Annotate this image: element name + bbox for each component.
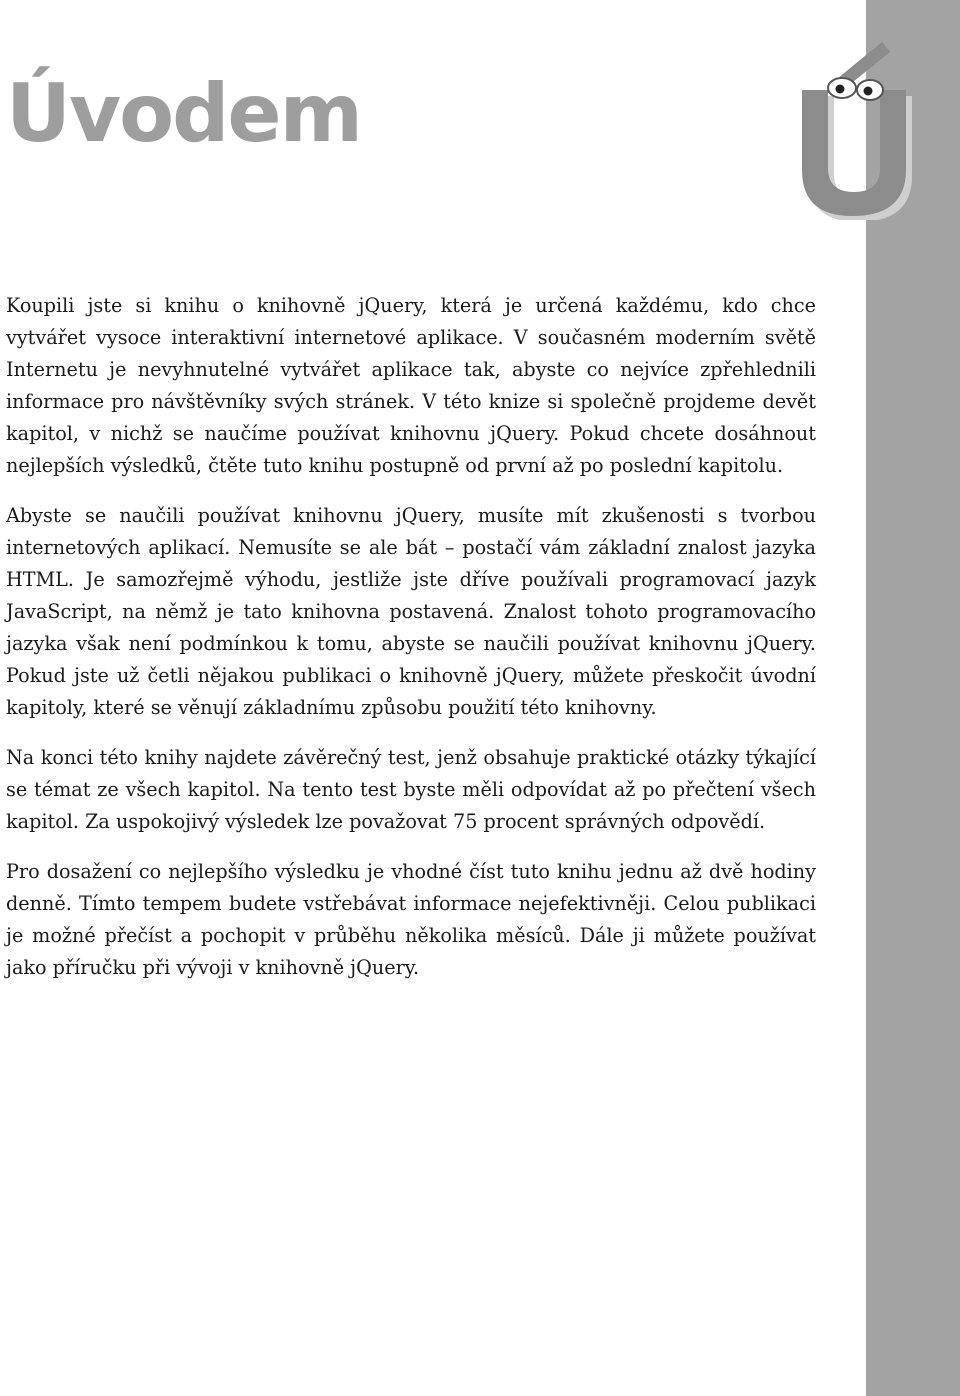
page-title: Úvodem [6, 67, 361, 160]
body-text [6, 290, 816, 1002]
mascot-letter-u-icon [780, 20, 930, 220]
paragraph-requirements: Abyste se naučili používat knihovnu jQuery, musíte mít zkušenosti s tvorbou internetových aplikací. Nemusíte se ale bát – postačí vám základní znalost jazyka HTML. Je samozřejmě výhodu, jestliže jste dříve používali programovací jazyk JavaScript, na němž je tato knihovna postavená. Znalost tohoto programovacího jazyka však není podmínkou k tomu, abyste se naučili používat knihovnu jQuery. Pokud jste už četli nějakou publikaci o knihovně jQuery, můžete přeskočit úvodní kapitoly, které se věnují základnímu způsobu použití této knihovny. [6, 504, 816, 719]
paragraph-final-test: Na konci této knihy najdete závěrečný test, jenž obsahuje praktické otázky týkající se témat ze všech kapitol. Na tento test byste měli odpovídat až po přečtení všech kapitol. Za uspokojivý výsledek lze považovat 75 procent správných odpovědí. [6, 746, 816, 833]
paragraph-study-tips: Pro dosažení co nejlepšího výsledku je vhodné číst tuto knihu jednu až dvě hodiny denně. Tímto tempem budete vstřebávat informace nejefektivněji. Celou publikaci je možné přečíst a pochopit v průběhu několika měsíců. Dále ji můžete používat jako příručku při vývoji v knihovně jQuery. [6, 860, 816, 979]
paragraph-intro: Koupili jste si knihu o knihovně jQuery, která je určená každému, kdo chce vytvářet vysoce interaktivní internetové aplikace. V současném moderním světě Internetu je nevyhnutelné vytvářet aplikace tak, abyste co nejvíce zpřehlednili informace pro návštěvníky svých stránek. V této knize si společně projdeme devět kapitol, v nichž se naučíme používat knihovnu jQuery. Pokud chcete dosáhnout nejlepších výsledků, čtěte tuto knihu postupně od první až po poslední kapitolu. [6, 294, 816, 477]
